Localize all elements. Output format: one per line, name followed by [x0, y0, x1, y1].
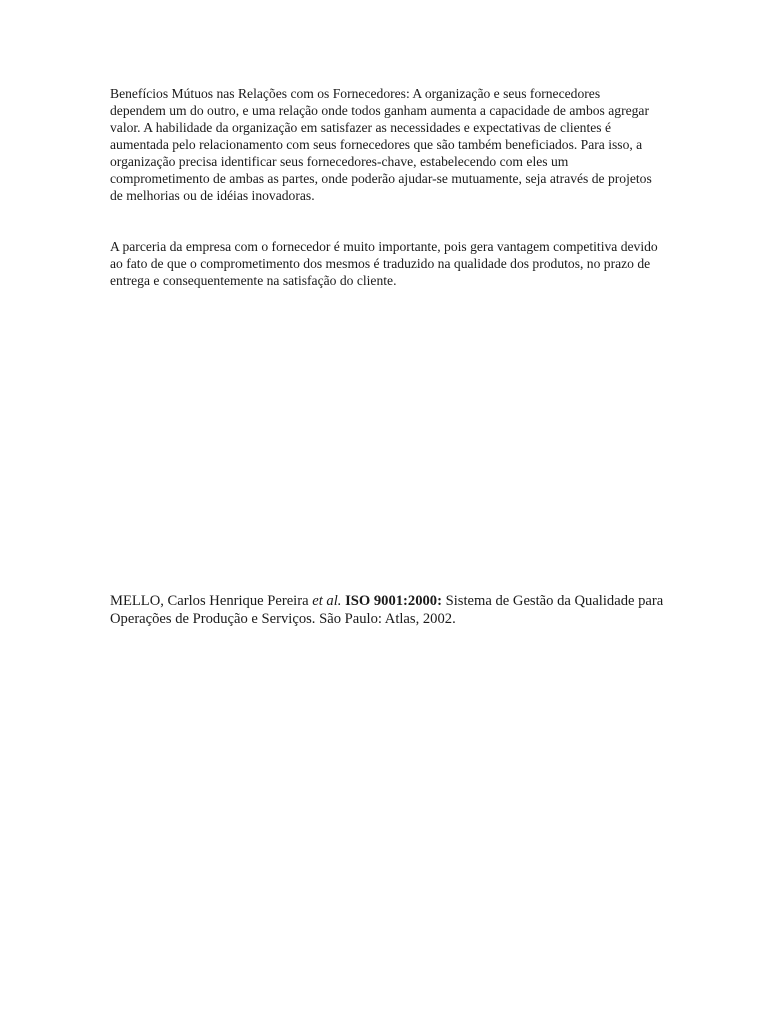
paragraph-beneficios: Benefícios Mútuos nas Relações com os Fornecedores: A organização e seus fornecedores dependem um do outro, e uma relação onde todos ganham aumenta a capacidade de ambos agregar valor. A habilidade da organização em satisfazer as necessidades e expectativas de clientes é aumentada pelo relacionamento com seus fornecedores que são também beneficiados. Para isso, a organização precisa identificar seus fornecedores-chave, estabelecendo com eles um comprometimento de ambas as partes, onde poderão ajudar-se mutuamente, seja através de projetos de melhorias ou de idéias inovadoras. [110, 86, 652, 203]
reference-et-al: et al. [312, 593, 342, 609]
bibliographic-reference [110, 592, 670, 628]
reference-rest: Sistema de Gestão da Qualidade para Operações de Produção e Serviços. São Paulo: Atlas, 2002. [110, 593, 664, 627]
reference-title: ISO 9001:2000: [345, 593, 442, 609]
reference-authors: MELLO, Carlos Henrique Pereira [110, 593, 313, 609]
paragraph-parceria: A parceria da empresa com o fornecedor é muito importante, pois gera vantagem competitiva devido ao fato de que o comprometimento dos mesmos é traduzido na qualidade dos produtos, no prazo de entrega e consequentemente na satisfação do cliente. [110, 239, 658, 288]
